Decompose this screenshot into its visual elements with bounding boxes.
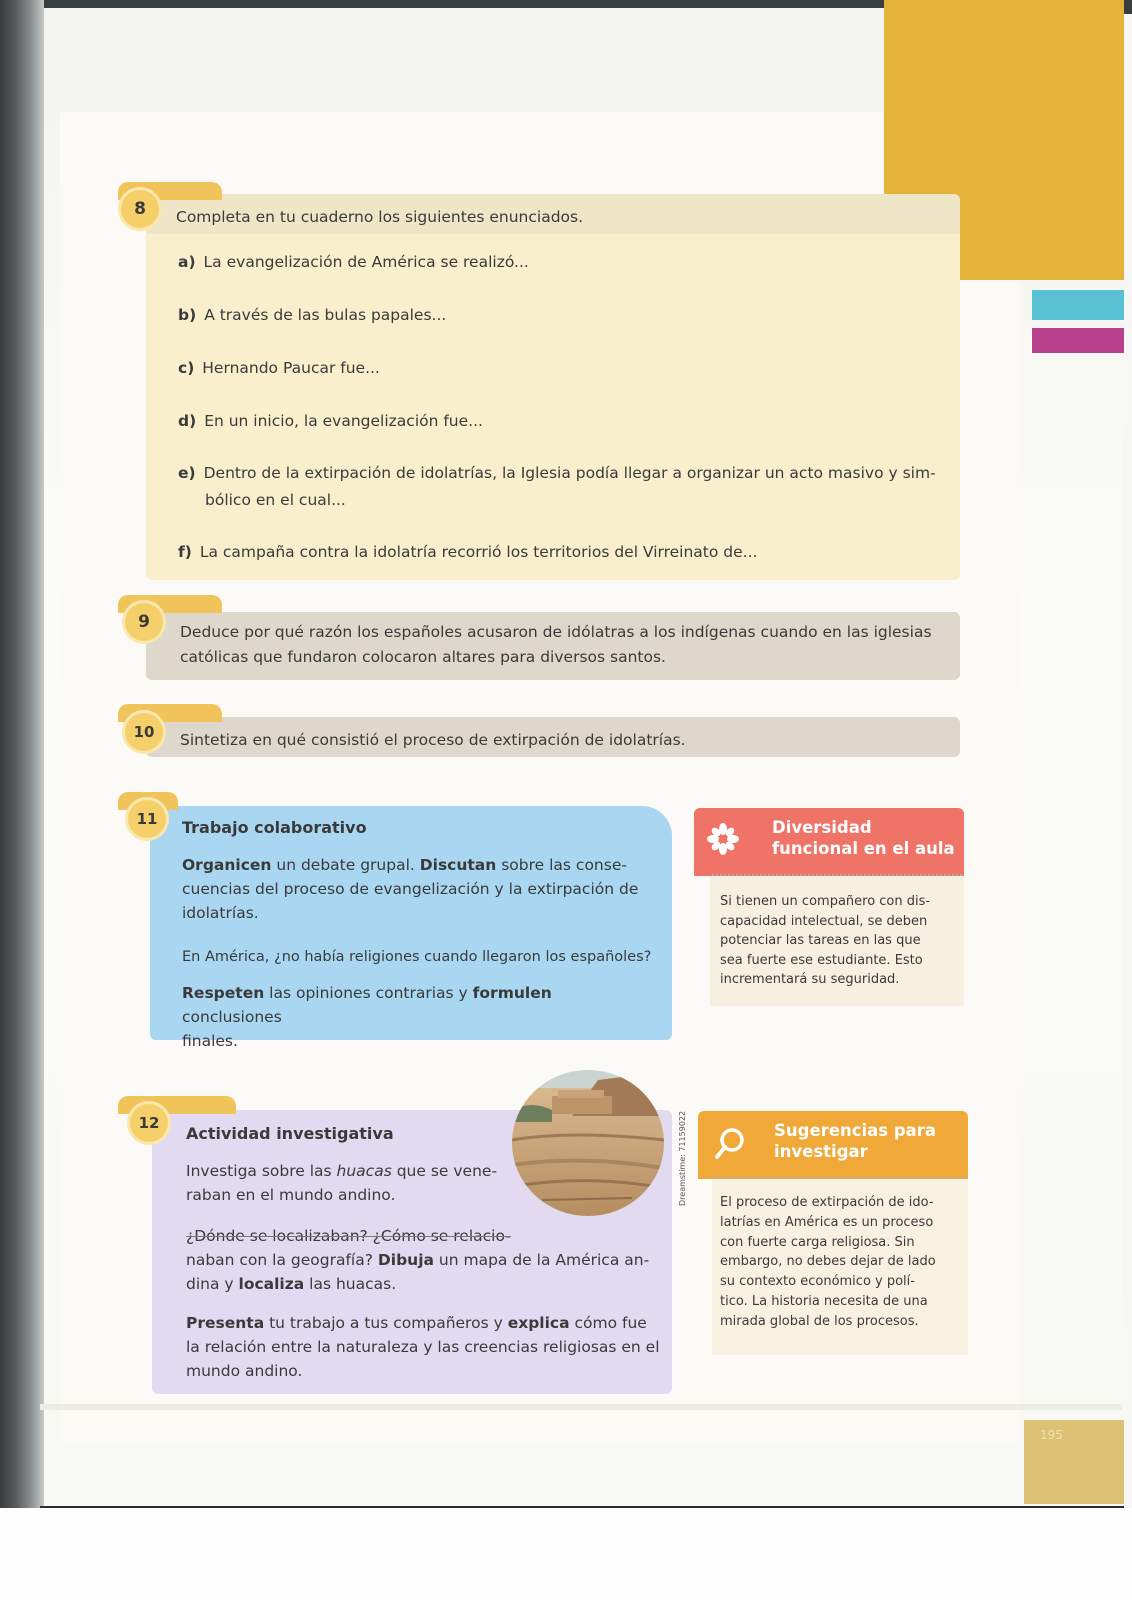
verb: Discutan (419, 856, 497, 874)
text-line: embargo, no debes dejar de lado (720, 1254, 936, 1270)
item-letter: a) (178, 253, 196, 271)
text: las opiniones contrarias y (264, 984, 473, 1002)
item-text: En un inicio, la evangelización fue... (204, 412, 483, 430)
item-text: La campaña contra la idolatría recorrió los territorios del Virreinato de... (199, 543, 758, 561)
verb: formulen (472, 984, 552, 1002)
text: un debate grupal. (271, 856, 420, 874)
item-text: La evangelización de América se realizó... (203, 253, 529, 271)
photo-credit: Dreamstime: 71159022 (678, 1110, 687, 1206)
text-line: finales. (182, 1032, 238, 1051)
verb: Presenta (186, 1314, 265, 1332)
verb: explica (507, 1314, 570, 1332)
sidebar-diversidad-text (720, 892, 930, 990)
text-line: ¿Dónde se localizaban? ¿Cómo se relacio- (186, 1227, 511, 1245)
text-line: sea fuerte ese estudiante. Esto (720, 952, 923, 968)
huaca-photo (512, 1070, 664, 1216)
item-letter: e) (178, 464, 196, 482)
item-letter: f) (178, 543, 192, 561)
text-line: mundo andino. (186, 1362, 303, 1381)
verb: localiza (238, 1275, 305, 1294)
text: dina y (186, 1275, 239, 1294)
exercise-8-number: 8 (121, 190, 159, 228)
exercise-11-paragraph-1 (182, 853, 652, 925)
text: tu trabajo a tus compañeros y (264, 1314, 508, 1332)
title-line: Sugerencias para (774, 1121, 937, 1140)
cyan-edge-tab (1032, 290, 1124, 320)
emphasis: huacas (336, 1162, 392, 1180)
exercise-8-prompt: Completa en tu cuaderno los siguientes enunciados. (176, 208, 584, 226)
text-line: capacidad intelectual, se deben (720, 913, 928, 929)
text-line: raban en el mundo andino. (186, 1186, 396, 1205)
sidebar-sugerencias-text (720, 1193, 936, 1331)
exercise-8-item-e-cont: bólico en el cual... (205, 491, 346, 509)
verb: Organicen (182, 856, 272, 874)
exercise-11-title: Trabajo colaborativo (182, 818, 367, 837)
exercise-8-item-e (178, 461, 936, 485)
title-line: investigar (774, 1141, 868, 1161)
exercise-12-number: 12 (130, 1104, 168, 1142)
text-line: potenciar las tareas en las que (720, 933, 921, 948)
text-line: idolatrías. (182, 904, 259, 923)
scan-margin (0, 1508, 1132, 1600)
text-line: Si tienen un compañero con dis- (720, 894, 931, 909)
flower-icon (706, 822, 740, 856)
bottom-band (40, 1404, 1122, 1410)
text: sobre las conse- (496, 856, 627, 874)
exercise-8-item-b (178, 303, 446, 327)
text-line: incrementará su seguridad. (720, 972, 900, 987)
page-number-tab (1024, 1420, 1124, 1504)
text: naban con la geografía? (186, 1251, 378, 1270)
exercise-12-paragraph-3 (186, 1311, 666, 1383)
title-line: Diversidad (772, 818, 872, 837)
item-text: Dentro de la extirpación de idolatrías, la Iglesia podía llegar a organizar un acto masivo y sim- (203, 464, 936, 482)
exercise-12-paragraph-2 (186, 1224, 656, 1296)
text-line: la relación entre la naturaleza y las creencias religiosas en el (186, 1338, 660, 1357)
exercise-9-number: 9 (125, 603, 163, 641)
text-line: tico. La historia necesita de una (720, 1293, 928, 1309)
exercise-12-paragraph-1 (186, 1159, 497, 1207)
text-line (182, 853, 652, 877)
text-line: con fuerte carga religiosa. Sin (720, 1234, 915, 1250)
sidebar-diversidad-title (772, 818, 955, 859)
item-letter: c) (178, 359, 195, 377)
text: que se vene- (391, 1162, 498, 1180)
exercise-8-item-f (178, 540, 757, 564)
book-spine (0, 0, 44, 1510)
exercise-11-number: 11 (128, 800, 166, 838)
magnifier-icon (712, 1126, 748, 1162)
text: un mapa de la América an- (433, 1251, 650, 1270)
text-line (186, 1159, 497, 1183)
text-line (186, 1272, 656, 1296)
exercise-10-text: Sintetiza en qué consistió el proceso de extirpación de idolatrías. (180, 731, 686, 749)
exercise-9-line1: Deduce por qué razón los españoles acusaron de idólatras a los indígenas cuando en las iglesias (180, 623, 932, 641)
exercise-8-item-a (178, 250, 529, 274)
text-line: El proceso de extirpación de ido- (720, 1195, 934, 1210)
verb: Dibuja (377, 1251, 434, 1270)
exercise-8-item-c (178, 356, 380, 380)
exercise-8-item-d (178, 409, 483, 433)
text-line (186, 1248, 656, 1272)
magenta-edge-tab (1032, 328, 1124, 353)
huaca-photo-image (512, 1070, 664, 1216)
text-line: cuencias del proceso de evangelización y la extirpación de (182, 880, 639, 899)
text: cómo fue (569, 1314, 647, 1332)
text: conclusiones (182, 1008, 282, 1027)
exercise-11-paragraph-2: En América, ¿no había religiones cuando llegaron los españoles? (182, 949, 652, 965)
text-line: su contexto económico y polí- (720, 1274, 915, 1289)
item-letter: b) (178, 306, 197, 324)
text-line (182, 981, 652, 1029)
item-text: Hernando Paucar fue... (202, 359, 380, 377)
exercise-10-number: 10 (125, 713, 163, 751)
exercise-9-line2: católicas que fundaron colocaron altares para diversos santos. (180, 648, 666, 666)
exercise-12-title: Actividad investigativa (186, 1124, 394, 1143)
exercise-11-paragraph-3 (182, 981, 652, 1053)
text: las huacas. (304, 1275, 397, 1294)
sidebar-sugerencias-title (774, 1121, 936, 1162)
item-letter: d) (178, 412, 197, 430)
text-line (186, 1311, 666, 1335)
text-line: latrías en América es un proceso (720, 1214, 934, 1230)
item-text: A través de las bulas papales... (204, 306, 447, 324)
text-line: mirada global de los procesos. (720, 1313, 919, 1329)
verb: Respeten (182, 984, 265, 1002)
title-line: funcional en el aula (772, 838, 955, 858)
page-number: 195 (1040, 1428, 1063, 1442)
text: Investiga sobre las (186, 1162, 337, 1180)
